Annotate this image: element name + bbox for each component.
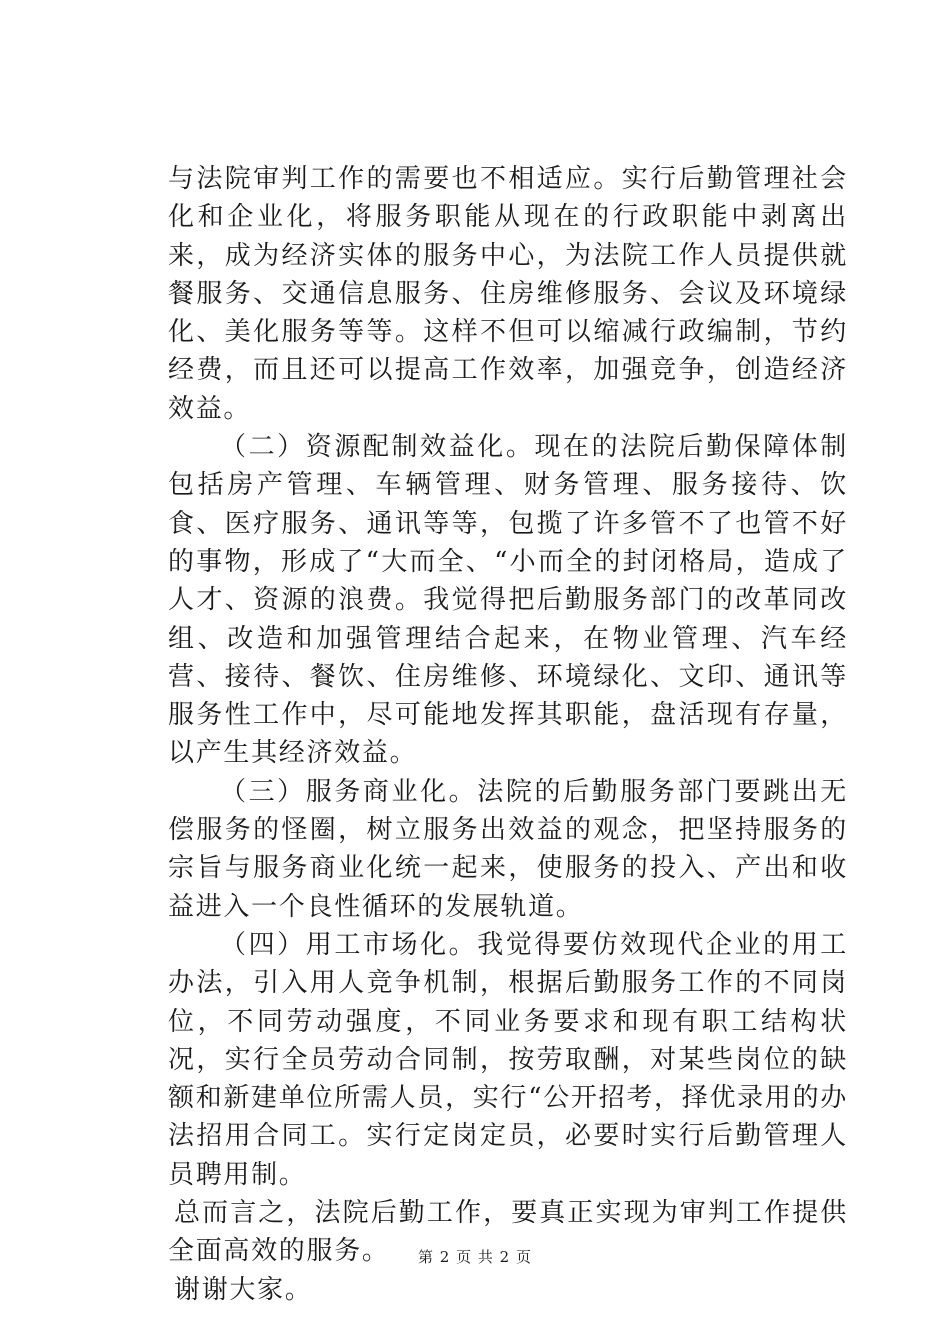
- paragraph-thanks: 谢谢大家。: [174, 1274, 313, 1305]
- page-number-footer: 第 2 页 共 2 页: [418, 1248, 532, 1266]
- paragraph-employment-marketization: （四）用工市场化。我觉得要仿效现代企业的用工办法，引入用人竞争机制，根据后勤服务工作的不同岗位，不同劳动强度，不同业务要求和现有职工结构状况，实行全员劳动合同制，按劳取酬，对某些岗位的缺额和新建单位所需人员，实行“公开招考，择优录用的办法招用合同工。实行定岗定员，必要时实行后勤管理人员聘用制。: [168, 929, 848, 1190]
- paragraph-resource-allocation: （二）资源配制效益化。现在的法院后勤保障体制包括房产管理、车辆管理、财务管理、服务接待、饮食、医疗服务、通讯等等，包揽了许多管不了也管不好的事物，形成了“大而全、“小而全的封闭格局，造成了人才、资源的浪费。我觉得把后勤服务部门的改革同改组、改造和加强管理结合起来，在物业管理、汽车经营、接待、餐饮、住房维修、环境绿化、文印、通讯等服务性工作中，尽可能地发挥其职能，盘活现有存量，以产生其经济效益。: [168, 432, 848, 769]
- paragraph-continuation: 与法院审判工作的需要也不相适应。实行后勤管理社会化和企业化，将服务职能从现在的行政职能中剥离出来，成为经济实体的服务中心，为法院工作人员提供就餐服务、交通信息服务、住房维修服务、会议及环境绿化、美化服务等等。这样不但可以缩减行政编制，节约经费，而且还可以提高工作效率，加强竞争，创造经济效益。: [168, 164, 848, 424]
- document-body: [168, 160, 848, 1309]
- paragraph-conclusion: 总而言之，法院后勤工作，要真正实现为审判工作提供全面高效的服务。: [168, 1198, 848, 1267]
- paragraph-service-commercialization: （三）服务商业化。法院的后勤服务部门要跳出无偿服务的怪圈，树立服务出效益的观念，把坚持服务的宗旨与服务商业化统一起来，使服务的投入、产出和收益进入一个良性循环的发展轨道。: [168, 776, 848, 922]
